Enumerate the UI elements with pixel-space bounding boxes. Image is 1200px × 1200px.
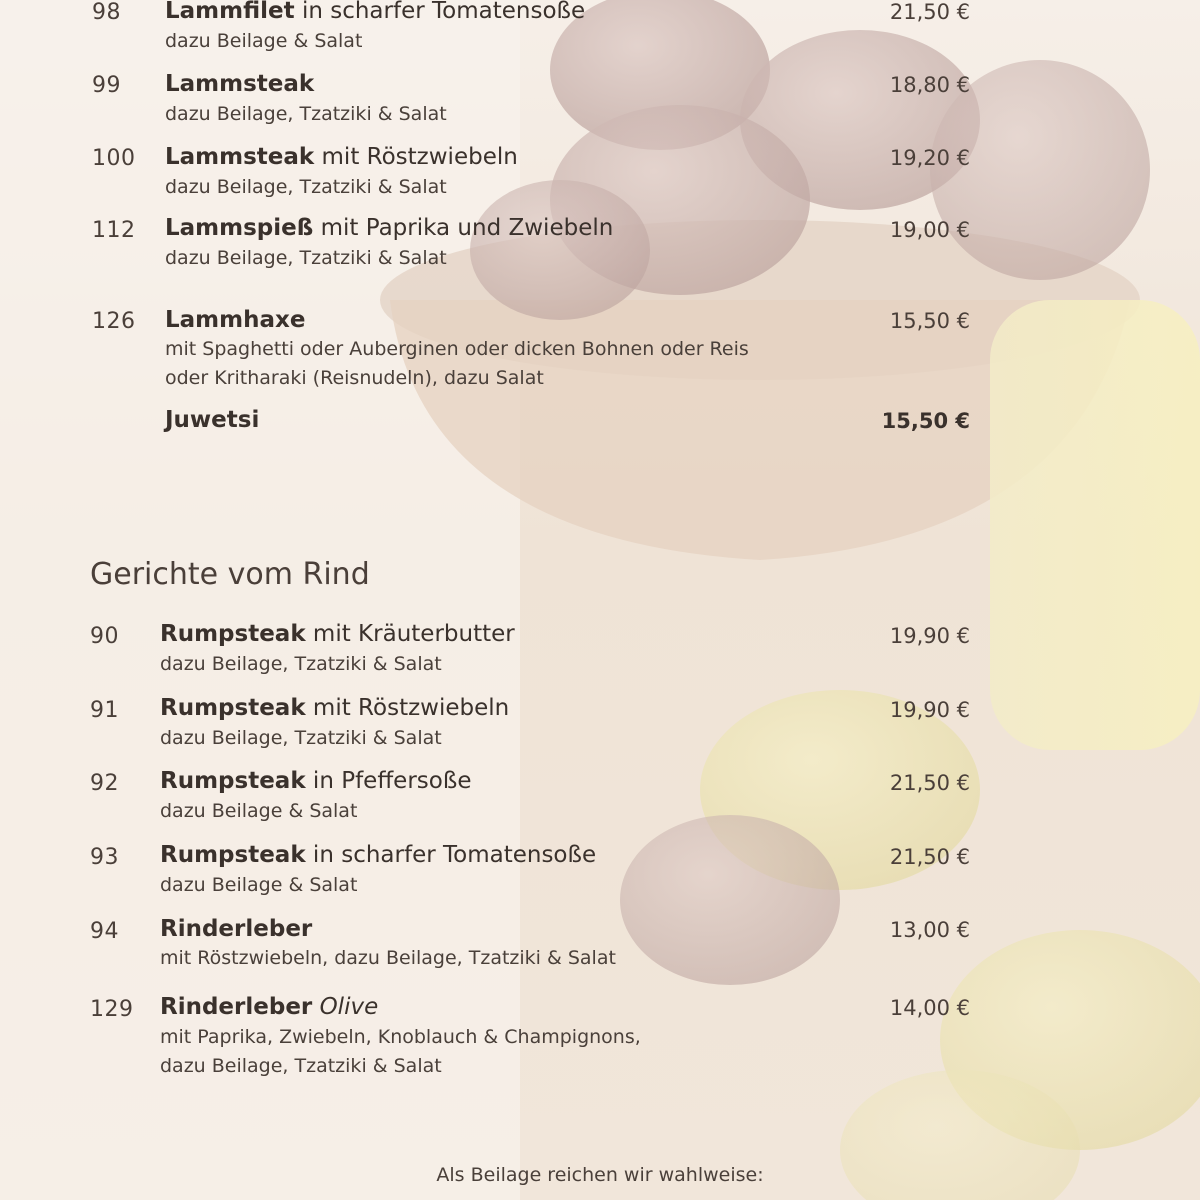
item-name-extra: in Pfeffersoße xyxy=(305,768,472,794)
item-price: 21,50 € xyxy=(889,845,970,869)
item-name: Rumpsteak xyxy=(160,695,306,721)
item-name-extra xyxy=(312,994,319,1020)
item-price: 18,80 € xyxy=(889,73,970,97)
item-title xyxy=(160,695,509,721)
item-price: 19,90 € xyxy=(889,698,970,722)
item-description: oder Kritharaki (Reisnudeln), dazu Salat xyxy=(165,367,544,389)
item-description: dazu Beilage, Tzatziki & Salat xyxy=(160,727,442,749)
item-number: 91 xyxy=(90,698,119,723)
item-description: dazu Beilage & Salat xyxy=(160,874,358,896)
item-title xyxy=(165,71,314,97)
item-number: 112 xyxy=(92,218,136,243)
item-price: 13,00 € xyxy=(889,918,970,942)
item-name: Lammfilet xyxy=(165,0,295,24)
item-name-extra: in scharfer Tomatensoße xyxy=(305,842,597,868)
item-number: 126 xyxy=(92,309,136,334)
item-title xyxy=(160,768,471,794)
item-name: Rinderleber xyxy=(160,916,313,942)
section-title-beef: Gerichte vom Rind xyxy=(90,557,370,592)
item-title xyxy=(160,916,312,942)
item-title xyxy=(165,307,305,333)
item-number: 90 xyxy=(90,624,119,649)
item-price: 19,00 € xyxy=(889,218,970,242)
item-title xyxy=(165,0,585,24)
item-description: dazu Beilage, Tzatziki & Salat xyxy=(160,1055,442,1077)
item-description: mit Röstzwiebeln, dazu Beilage, Tzatziki & Salat xyxy=(160,947,616,969)
item-title xyxy=(160,994,378,1020)
item-price: 15,50 € xyxy=(889,309,970,333)
item-name-extra: in scharfer Tomatensoße xyxy=(294,0,586,24)
item-name-italic: Olive xyxy=(319,994,379,1020)
item-price: 15,50 € xyxy=(881,409,970,433)
item-price: 19,90 € xyxy=(889,624,970,648)
item-number: 100 xyxy=(92,146,136,171)
item-name: Rumpsteak xyxy=(160,621,306,647)
item-description: dazu Beilage, Tzatziki & Salat xyxy=(165,103,447,125)
item-name: Lammspieß xyxy=(165,215,314,241)
item-price: 14,00 € xyxy=(889,996,970,1020)
item-name: Rumpsteak xyxy=(160,842,306,868)
item-name: Juwetsi xyxy=(165,407,260,433)
item-price: 21,50 € xyxy=(889,0,970,24)
item-name-extra: mit Röstzwiebeln xyxy=(305,695,510,721)
item-title xyxy=(160,621,515,647)
item-name-extra: mit Kräuterbutter xyxy=(305,621,515,647)
item-description: mit Spaghetti oder Auberginen oder dicken Bohnen oder Reis xyxy=(165,338,749,360)
item-title xyxy=(165,407,259,433)
item-number: 129 xyxy=(90,997,134,1022)
item-description: dazu Beilage, Tzatziki & Salat xyxy=(165,176,447,198)
item-title xyxy=(165,215,613,241)
item-name: Lammsteak xyxy=(165,71,315,97)
item-price: 21,50 € xyxy=(889,771,970,795)
item-name: Rumpsteak xyxy=(160,768,306,794)
item-title xyxy=(165,144,518,170)
item-description: dazu Beilage & Salat xyxy=(160,800,358,822)
item-name: Rinderleber xyxy=(160,994,313,1020)
item-description: mit Paprika, Zwiebeln, Knoblauch & Champignons, xyxy=(160,1026,641,1048)
item-description: dazu Beilage, Tzatziki & Salat xyxy=(165,247,447,269)
item-name-extra: mit Röstzwiebeln xyxy=(314,144,518,170)
item-name-extra: mit Paprika und Zwiebeln xyxy=(313,215,614,241)
item-number: 99 xyxy=(92,73,121,98)
side-dish-note: Als Beilage reichen wir wahlweise: xyxy=(436,1164,764,1186)
item-name: Lammsteak xyxy=(165,144,315,170)
item-number: 98 xyxy=(92,0,121,25)
item-price: 19,20 € xyxy=(889,146,970,170)
item-number: 93 xyxy=(90,845,119,870)
item-number: 92 xyxy=(90,771,119,796)
item-number: 94 xyxy=(90,919,119,944)
item-description: dazu Beilage & Salat xyxy=(165,30,363,52)
item-name: Lammhaxe xyxy=(165,307,306,333)
item-title xyxy=(160,842,596,868)
item-description: dazu Beilage, Tzatziki & Salat xyxy=(160,653,442,675)
